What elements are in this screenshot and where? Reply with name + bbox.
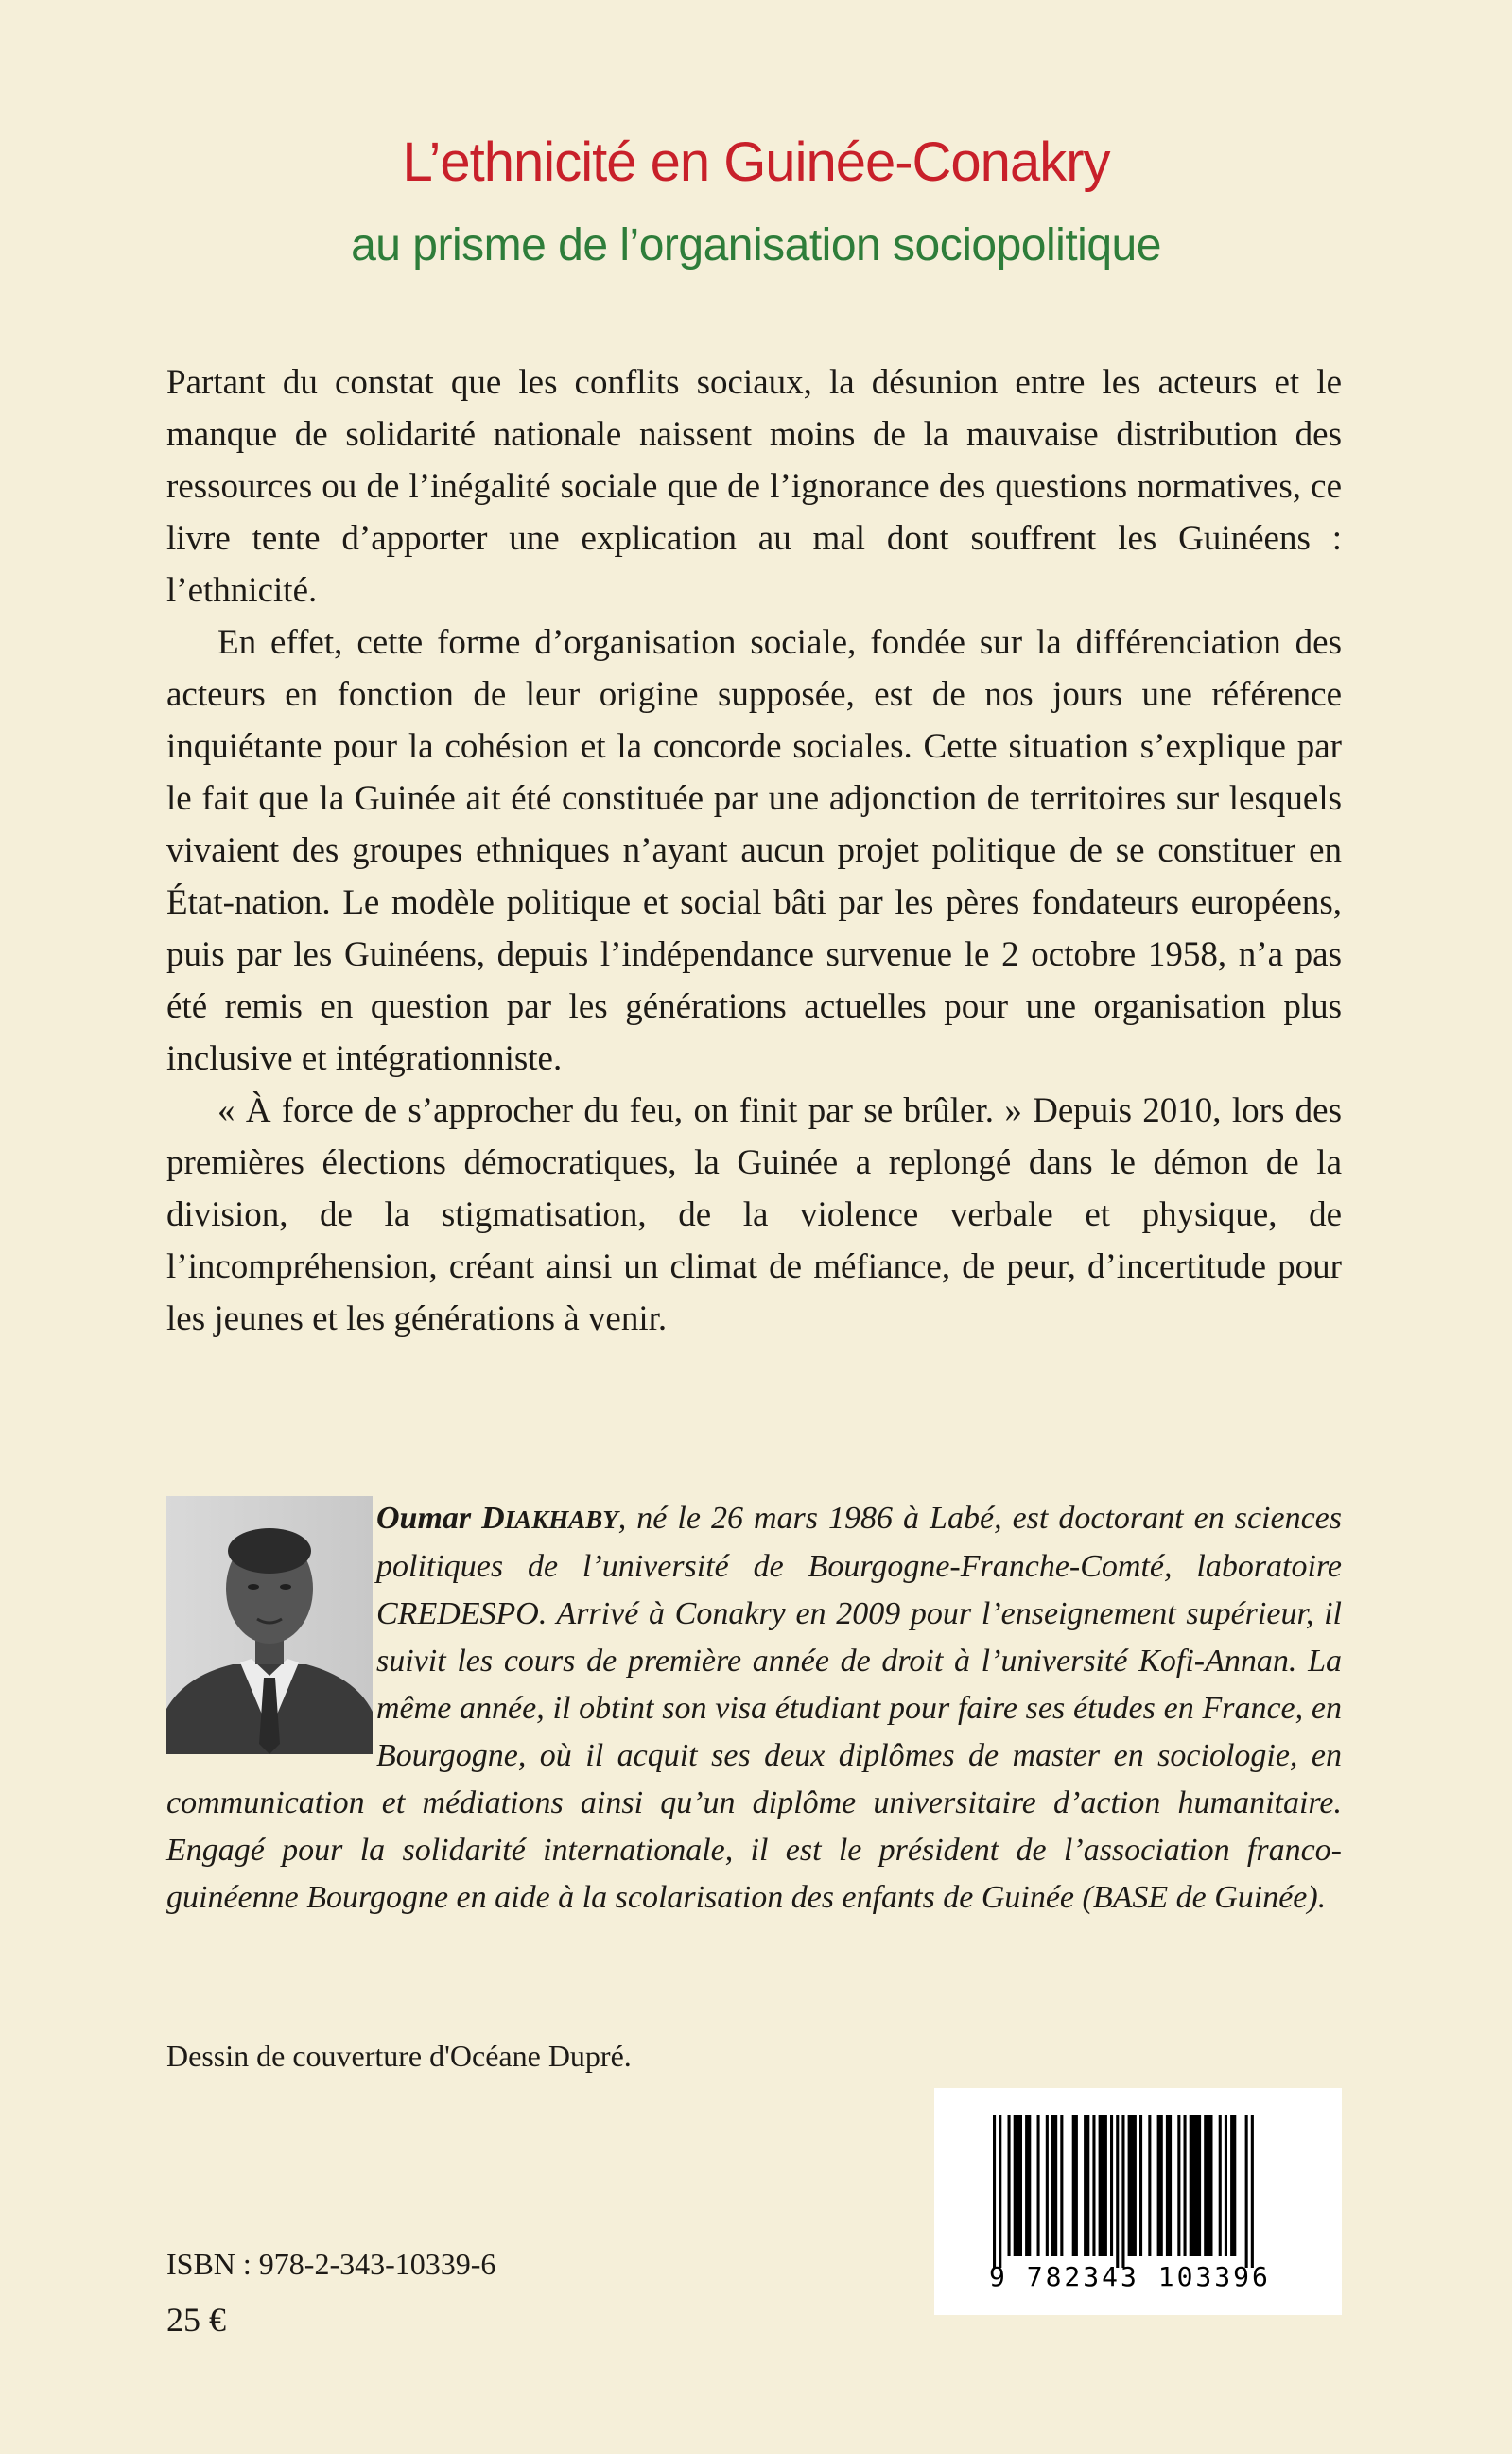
barcode-bar [1116,2115,1119,2268]
barcode-bar [1099,2115,1107,2256]
barcode-bar [1014,2115,1022,2256]
blurb [166,357,1342,1345]
barcode-bar [1225,2115,1227,2256]
barcode-bar [1060,2115,1063,2256]
barcode-bar [1084,2115,1089,2256]
barcode-bar [1128,2115,1137,2256]
barcode-bar [1177,2115,1180,2256]
barcode-bar [1230,2115,1236,2256]
barcode-bar [1148,2115,1151,2256]
barcode-bar [1157,2115,1163,2256]
blurb-paragraph-2: En effet, cette forme d’organisation sociale, fondée sur la différenciation des acteurs en fonction de leur origine supposée, est de nos jours une référence inquiétante pour la cohésion et la concorde sociales. Cette situation s’explique par le fait que la Guinée ait été constituée par une adjonction de territoires sur lesquels vivaient des groupes ethniques n’ayant aucun projet politique de se constituer en État-nation. Le modèle politique et social bâti par les pères fondateurs européens, puis par les Guinéens, depuis l’indépendance survenue le 2 octobre 1958, n’a pas été remis en question par les générations actuelles pour une organisation plus inclusive et intégrationniste. [166,623,1342,1078]
barcode-bar [1110,2115,1113,2256]
barcode-bar [1190,2115,1201,2256]
author-name: Oumar DIAKHABY [376,1501,618,1536]
barcode-bar [999,2115,1001,2268]
barcode-bar [1046,2115,1049,2256]
author-bio [166,1495,1342,1922]
barcode-bar [1051,2115,1057,2256]
barcode-bar [1166,2115,1172,2256]
barcode-digits: 9 782343 103396 [989,2261,1271,2292]
barcode-bar [1251,2115,1254,2268]
barcode [934,2088,1342,2315]
barcode-bar [1139,2115,1142,2256]
barcode-bar [1092,2115,1095,2256]
book-subtitle: au prisme de l’organisation sociopolitique [351,220,1161,270]
book-title: L’ethnicité en Guinée-Conakry [402,131,1110,193]
author-bio-text: , né le 26 mars 1986 à Labé, est doctorant en sciences politiques de l’université de Bourgogne-Franche-Comté, laboratoire CREDESPO. Arrivé à Conakry en 2009 pour l’enseignement supérieur, il suivit les cours de première année de droit à l’université Kofi-Annan. La même année, il obtint son visa étudiant pour faire ses études en France, en Bourgogne, où il acquit ses deux diplômes de master en sociologie, en communication et médiations ainsi qu’un diplôme universitaire d’action humanitaire. Engagé pour la solidarité internationale, il est le président de l’association franco-guinéenne Bourgogne en aide à la scolarisation des enfants de Guinée (BASE de Guinée). [166,1501,1343,1915]
barcode-bar [1121,2115,1124,2268]
barcode-bar [1219,2115,1222,2256]
isbn: ISBN : 978-2-343-10339-6 [166,2247,496,2281]
barcode-bar [1245,2115,1248,2268]
barcode-bar [1204,2115,1212,2256]
barcode-bar [1184,2115,1187,2256]
blurb-paragraph-3: « À force de s’approcher du feu, on finit par se brûler. » Depuis 2010, lors des premières élections démocratiques, la Guinée a replongé dans le démon de la division, de la stigmatisation, de la violence verbale et physique, de l’incompréhension, créant ainsi un climat de méfiance, de peur, d’incertitude pour les jeunes et les générations à venir. [166,1091,1342,1338]
barcode-bar [993,2115,996,2268]
cover-credit: Dessin de couverture d'Océane Dupré. [166,2039,632,2073]
barcode-bar [1072,2115,1078,2256]
barcode-bar [1008,2115,1011,2256]
blurb-paragraph-1: Partant du constat que les conflits sociaux, la désunion entre les acteurs et le manque de solidarité nationale naissent moins de la mauvaise distribution des ressources ou de l’inégalité sociale que de l’ignorance des questions normatives, ce livre tente d’apporter une explication au mal dont souffrent les Guinéens : l’ethnicité. [166,363,1342,610]
price: 25 € [166,2301,226,2339]
barcode-bar [1037,2115,1040,2256]
barcode-bar [1025,2115,1031,2256]
